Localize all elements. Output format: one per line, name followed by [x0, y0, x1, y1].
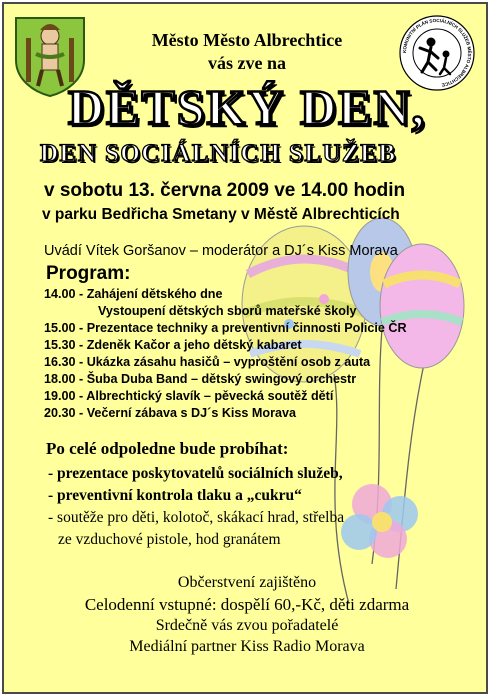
poster [2, 2, 488, 694]
afternoon-item: - soutěže pro děti, kolotoč, skákací hrad, střelba [48, 509, 345, 526]
program-list [44, 286, 407, 422]
flower-ornament [341, 484, 418, 558]
program-item: 15.00 - Prezentace techniky a preventivní činnosti Policie ČR [44, 321, 407, 335]
subtitle: DEN SOCIÁLNÍCH SLUŽEB [40, 140, 397, 167]
program-item: 19.00 - Albrechtický slavík – pěvecká soutěž dětí [44, 389, 334, 403]
afternoon-title: Po celé odpoledne bude probíhat: [46, 439, 289, 458]
program-item: 15.30 - Zdeněk Kačor a jeho dětský kabaret [44, 338, 302, 352]
event-host: Uvádí Vítek Goršanov – moderátor a DJ´s Kiss Morava [44, 243, 398, 259]
refreshments-text: Občerstvení zajištěno [177, 574, 317, 591]
media-partner-text: Mediální partner Kiss Radio Morava [129, 638, 365, 655]
program-title: Program: [46, 263, 131, 284]
afternoon-item: - preventivní kontrola tlaku a „cukru“ [48, 487, 302, 504]
invite-text: Srdečně vás zvou pořadatelé [155, 617, 339, 634]
logo-ring-text: KOMUNITNÍ PLÁN SOCIÁLNÍCH SLUŽEB MĚSTO ALBRECHTICE [401, 17, 473, 88]
event-date: v sobotu 13. června 2009 ve 14.00 hodin [44, 180, 406, 201]
program-item: 20.30 - Večerní zábava s DJ´s Kiss Morava [44, 406, 297, 420]
afternoon-list [48, 463, 344, 551]
program-item: 14.00 - Zahájení dětského dne [44, 287, 223, 301]
header-line-invite: vás zve na [208, 53, 286, 73]
main-title: DĚTSKÝ DEN, [67, 79, 427, 135]
afternoon-item: - prezentace poskytovatelů sociálních služeb, [48, 465, 343, 482]
header-line-town: Město Město Albrechtice [151, 30, 343, 50]
event-place: v parku Bedřicha Smetany v Městě Albrechticích [42, 206, 400, 223]
afternoon-item: ze vzduchové pistole, hod granátem [58, 531, 281, 548]
program-item: 18.00 - Šuba Duba Band – dětský swingový orchestr [44, 372, 357, 386]
program-item: 16.30 - Ukázka zásahu hasičů – vyproštění osob z auta [44, 355, 371, 369]
admission-text: Celodenní vstupné: dospělí 60,-Kč, děti zdarma [84, 595, 410, 614]
program-item: Vystoupení dětských sborů mateřské školy [98, 304, 357, 318]
